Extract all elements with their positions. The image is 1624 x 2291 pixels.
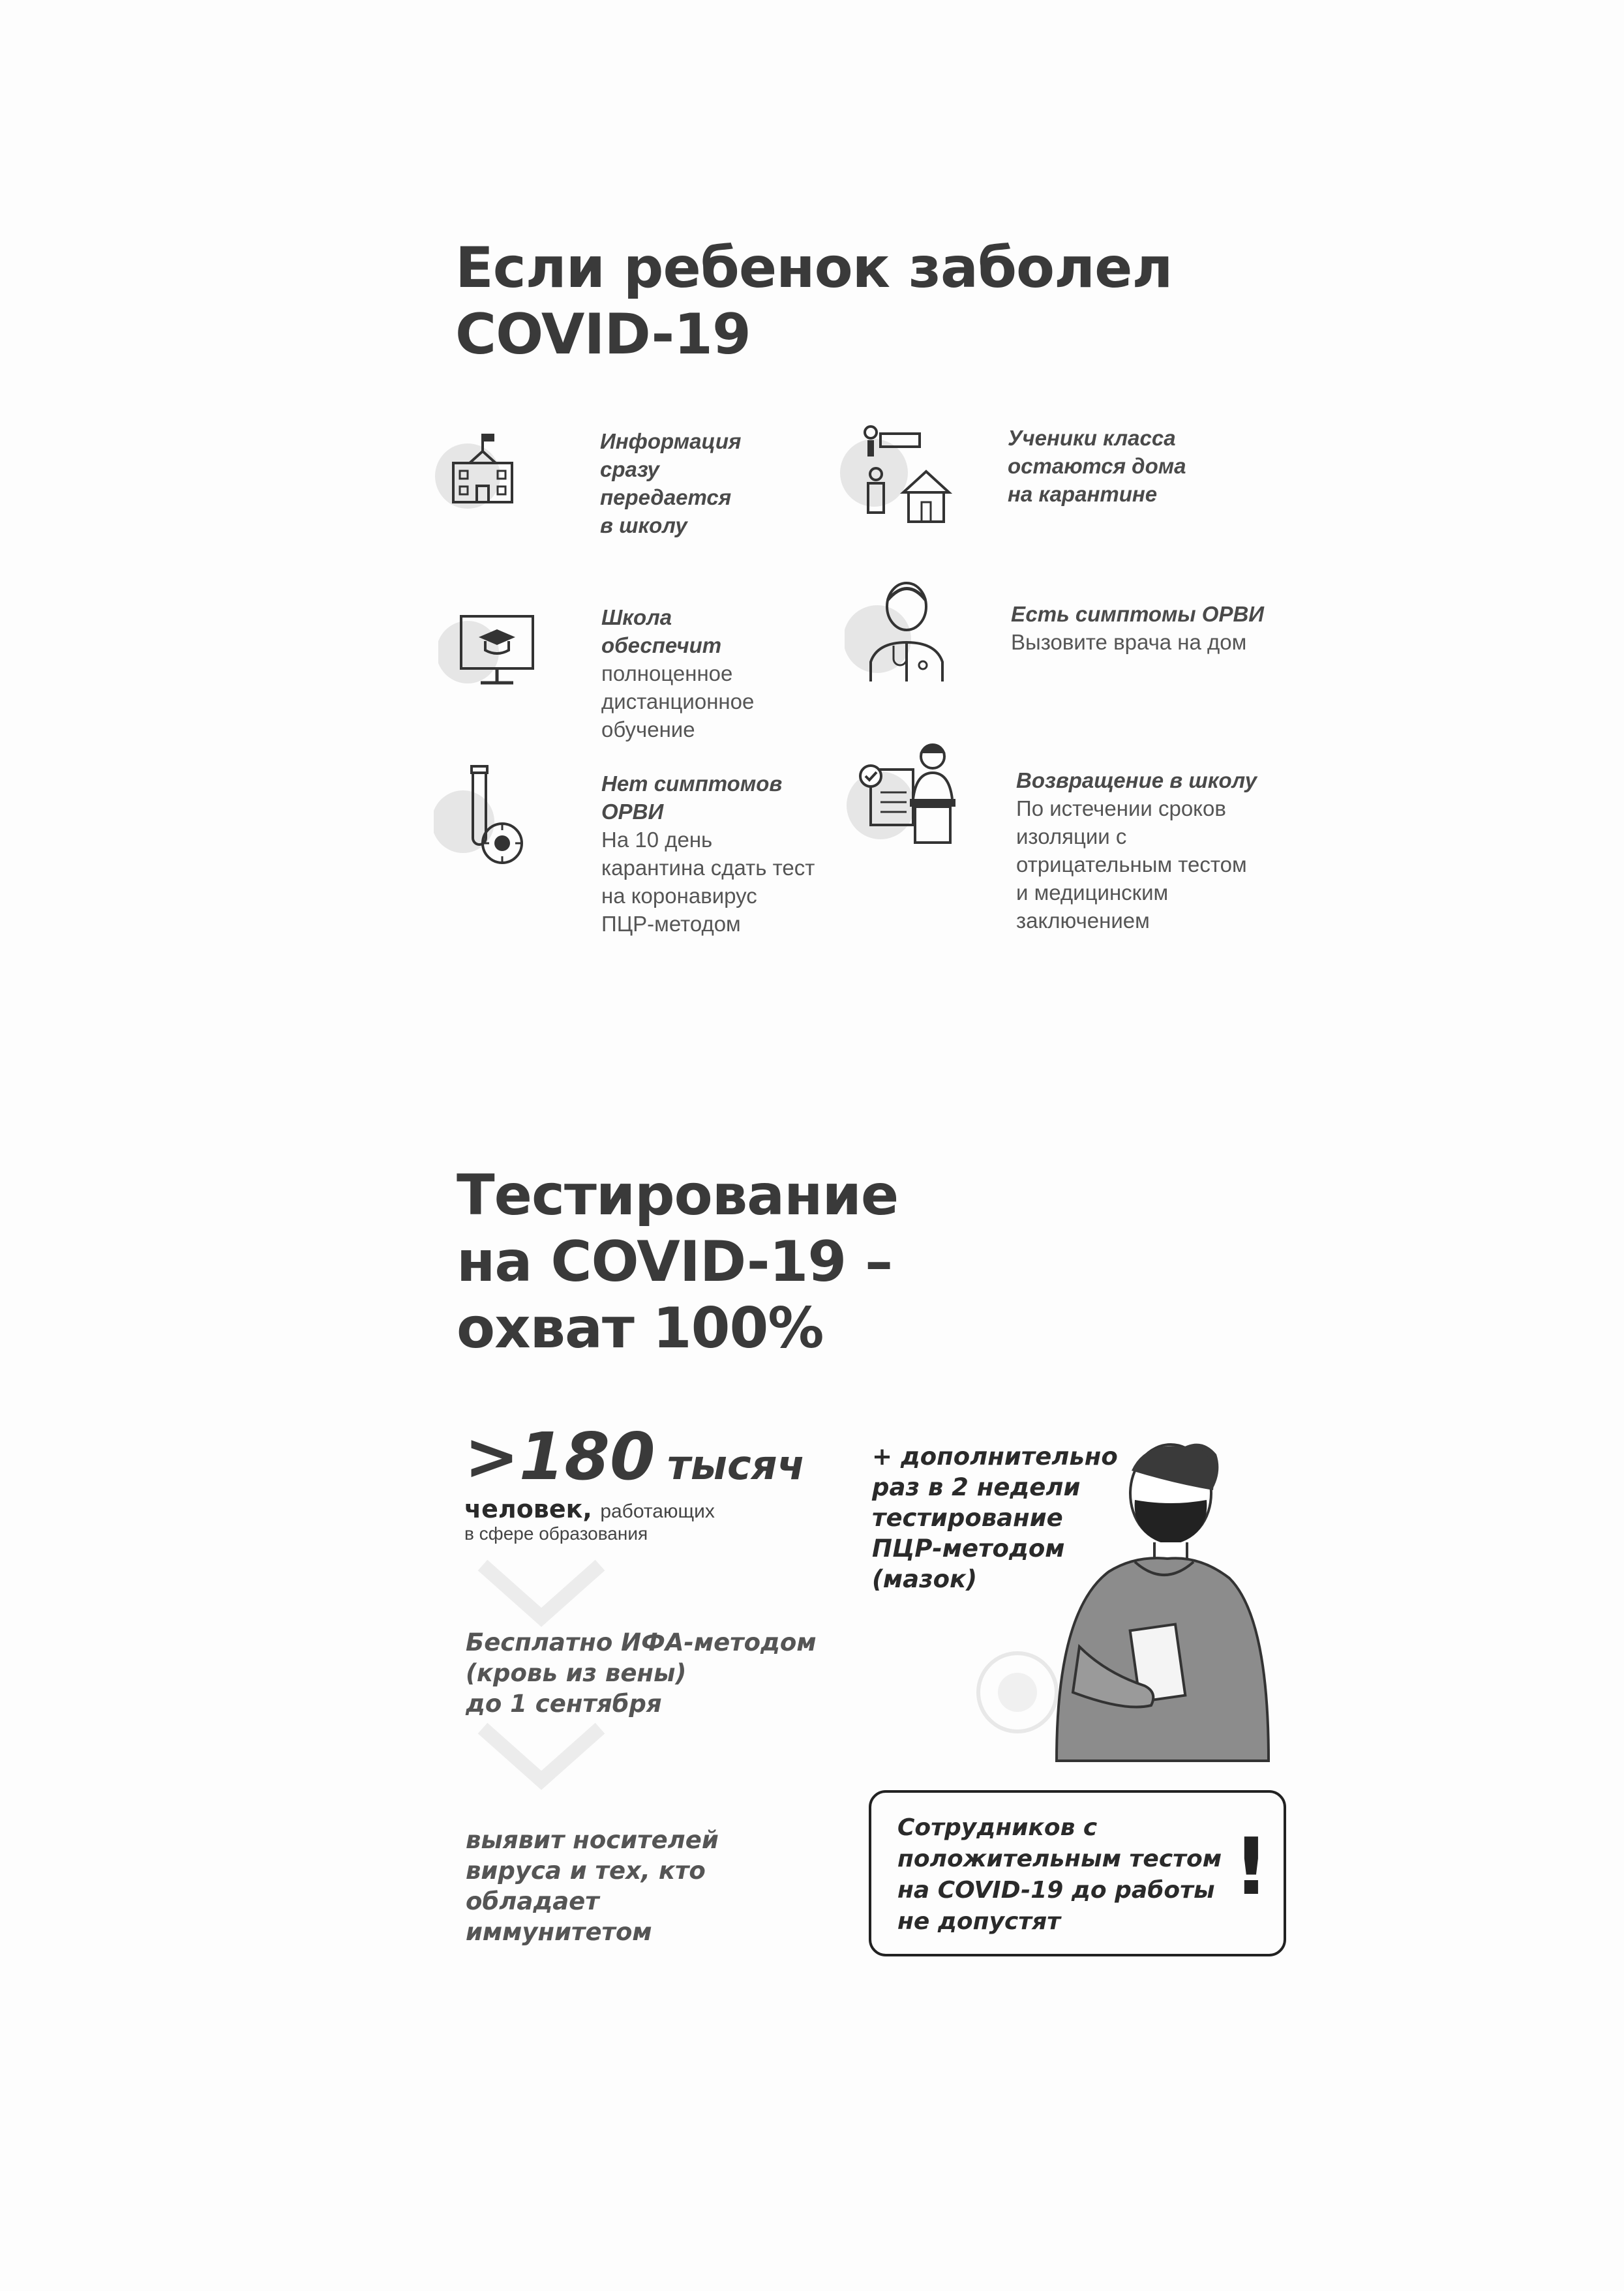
chevron-down-icon xyxy=(476,1718,607,1790)
item3-line5: обучение xyxy=(601,717,695,741)
stat-bold: человек, xyxy=(464,1495,592,1523)
section1-title-line1: Если ребенок заболел xyxy=(455,235,1173,301)
detect-text xyxy=(466,1825,719,1947)
item1-line4: в школу xyxy=(600,513,687,537)
item3-line2: обеспечит xyxy=(601,633,722,657)
free-test-line1: Бесплатно ИФА-методом xyxy=(466,1628,817,1656)
item-return-school xyxy=(1016,766,1257,935)
extra-line4: ПЦР-методом xyxy=(872,1535,1065,1563)
warning-line4: не допустят xyxy=(897,1908,1061,1935)
warning-line3: на COVID-19 до работы xyxy=(897,1877,1215,1904)
school-building-icon xyxy=(434,424,532,522)
detect-line3: обладает xyxy=(466,1887,599,1915)
stat-line2: в сфере образования xyxy=(464,1523,648,1544)
item5-line3: На 10 день xyxy=(601,828,713,852)
item3-line4: дистанционное xyxy=(601,689,755,713)
free-test-line3: до 1 сентября xyxy=(466,1690,662,1718)
stat-number: >180 xyxy=(464,1418,655,1495)
item4-line1: Есть симптомы ОРВИ xyxy=(1011,602,1265,626)
item-distance-learning xyxy=(601,603,754,743)
monitor-graduation-cap-icon xyxy=(438,603,536,701)
item-info-school xyxy=(600,427,741,539)
section2-title-line1: Тестирование xyxy=(457,1163,899,1228)
item-no-symptoms xyxy=(601,770,815,938)
item6-line1: Возвращение в школу xyxy=(1016,768,1257,792)
item-symptoms xyxy=(1011,600,1264,656)
section2-title xyxy=(457,1162,898,1362)
stat-unit: тысяч xyxy=(667,1441,805,1489)
warning-line1: Сотрудников с xyxy=(897,1814,1098,1841)
item2-line2: остаются дома xyxy=(1008,454,1186,478)
item4-line2: Вызовите врача на дом xyxy=(1011,630,1247,654)
masked-woman-illustration xyxy=(939,1431,1278,1764)
home-quarantine-icon xyxy=(838,421,952,525)
item6-line5: и медицинским xyxy=(1016,880,1169,905)
item6-line3: изоляции с xyxy=(1016,824,1127,848)
item2-line3: на карантине xyxy=(1008,482,1158,506)
detect-line2: вируса и тех, кто xyxy=(466,1857,706,1885)
item1-line3: передается xyxy=(600,485,732,509)
item5-line1: Нет симптомов xyxy=(601,771,783,796)
warning-box xyxy=(869,1790,1286,1956)
item5-line4: карантина сдать тест xyxy=(601,856,815,880)
free-test-text xyxy=(466,1627,817,1719)
item5-line5: на коронавирус xyxy=(601,884,757,908)
stat-block xyxy=(464,1418,805,1544)
section2-title-line2: на COVID-19 – xyxy=(457,1229,893,1295)
item3-line3: полноценное xyxy=(601,661,733,685)
item5-line6: ПЦР-методом xyxy=(601,912,741,936)
item-students-home xyxy=(1008,424,1186,508)
section2-title-line3: охват 100% xyxy=(457,1296,824,1361)
chevron-down-icon xyxy=(476,1555,607,1627)
warning-line2: положительным тестом xyxy=(897,1846,1222,1872)
item6-line2: По истечении сроков xyxy=(1016,796,1226,820)
detect-line4: иммунитетом xyxy=(466,1918,652,1946)
section1-title xyxy=(455,235,1172,368)
item1-line2: сразу xyxy=(600,457,659,481)
section1-title-line2: COVID-19 xyxy=(455,302,751,367)
extra-line2: раз в 2 недели xyxy=(872,1473,1081,1501)
item3-line1: Школа xyxy=(601,605,672,629)
extra-line5: (мазок) xyxy=(872,1565,978,1593)
test-tube-virus-icon xyxy=(434,760,532,871)
item6-line4: отрицательным тестом xyxy=(1016,852,1247,876)
item5-line2: ОРВИ xyxy=(601,800,664,824)
document-check-teacher-icon xyxy=(845,737,962,854)
exclamation-icon: ! xyxy=(1233,1822,1269,1913)
extra-line3: тестирование xyxy=(872,1504,1063,1532)
doctor-icon xyxy=(845,574,959,685)
item2-line1: Ученики класса xyxy=(1008,426,1176,450)
detect-line1: выявит носителей xyxy=(466,1826,719,1854)
item1-line1: Информация xyxy=(600,429,742,453)
stat-rest: работающих xyxy=(600,1501,715,1522)
extra-line1: + дополнительно xyxy=(872,1443,1118,1471)
warning-text xyxy=(897,1812,1222,1938)
free-test-line2: (кровь из вены) xyxy=(466,1659,687,1687)
item6-line6: заключением xyxy=(1016,908,1150,933)
